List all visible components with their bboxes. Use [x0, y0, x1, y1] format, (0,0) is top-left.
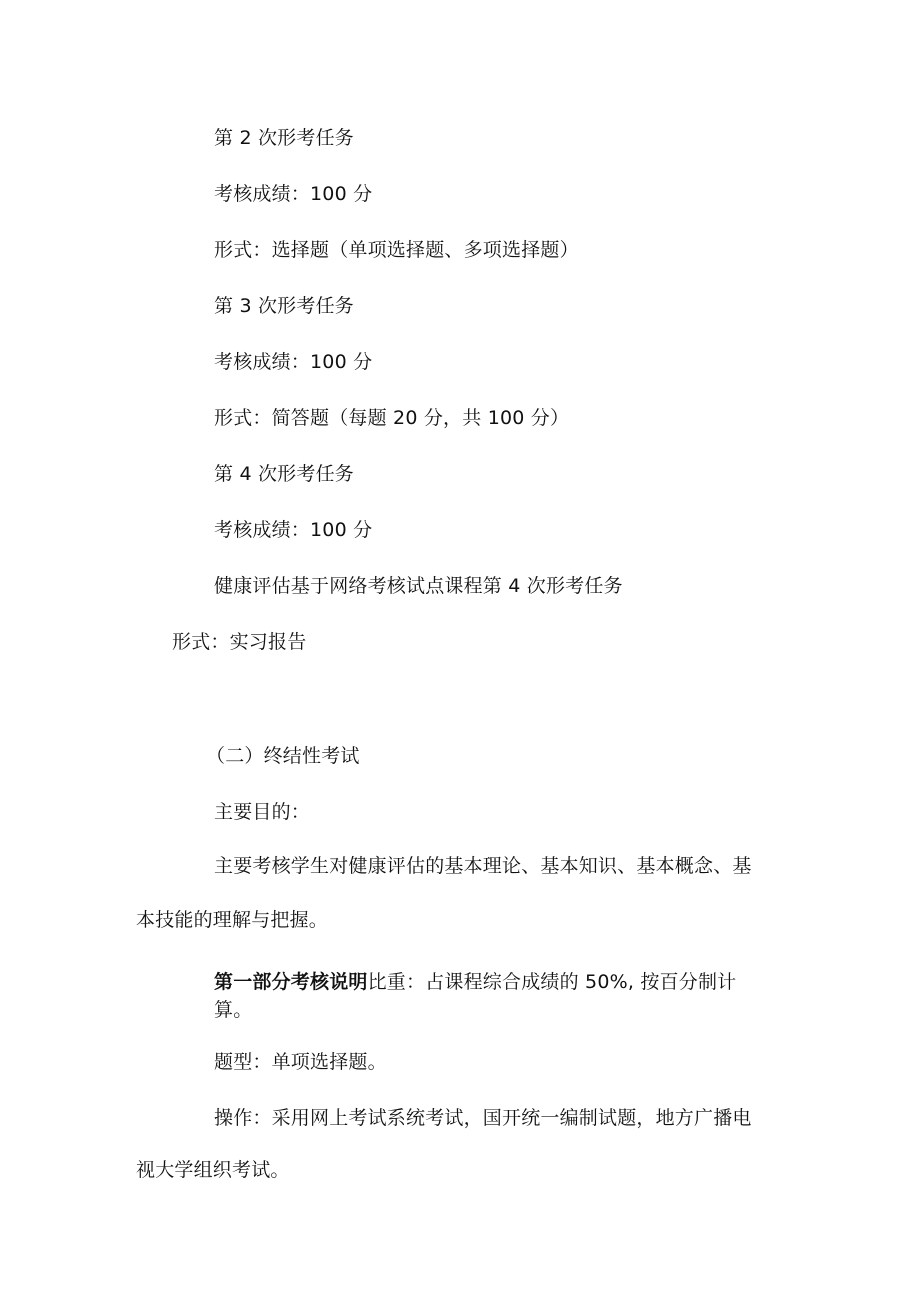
task-3-form: 形式：简答题（每题 20 分，共 100 分）: [214, 407, 570, 429]
task-2-score: 考核成绩：100 分: [214, 183, 373, 205]
task-4-form: 形式：实习报告: [172, 631, 307, 653]
question-type: 题型：单项选择题。: [214, 1051, 387, 1073]
task-3-score: 考核成绩：100 分: [214, 351, 373, 373]
operation-line2: 视大学组织考试。: [136, 1159, 290, 1181]
part1-description: [214, 968, 774, 1024]
operation-line1: 操作：采用网上考试系统考试，国开统一编制试题，地方广播电: [214, 1107, 752, 1129]
task-3-title: 第 3 次形考任务: [214, 295, 354, 317]
section-heading: （二）终结性考试: [206, 745, 360, 767]
purpose-text-line2: 本技能的理解与把握。: [136, 909, 329, 931]
task-4-note: 健康评估基于网络考核试点课程第 4 次形考任务: [214, 575, 623, 597]
purpose-label: 主要目的：: [214, 801, 311, 823]
purpose-text-line1: 主要考核学生对健康评估的基本理论、基本知识、基本概念、基: [214, 855, 752, 877]
task-4-score: 考核成绩：100 分: [214, 519, 373, 541]
part1-title: 第一部分考核说明: [214, 971, 368, 993]
task-4-title: 第 4 次形考任务: [214, 463, 354, 485]
task-2-title: 第 2 次形考任务: [214, 127, 354, 149]
task-2-form: 形式：选择题（单项选择题、多项选择题）: [214, 239, 579, 261]
part1-text: 比重：占课程综合成绩的 50%, 按百分制计算。: [214, 971, 737, 1021]
